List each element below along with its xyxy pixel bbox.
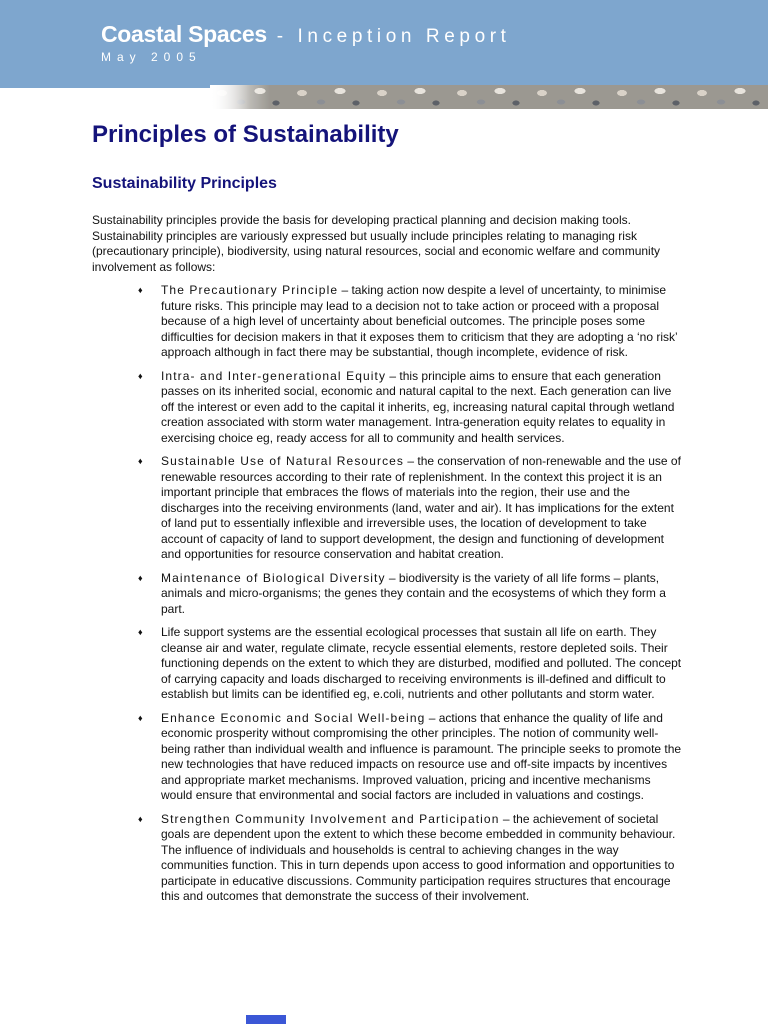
pebbles-banner-image bbox=[210, 85, 768, 109]
principle-term: Maintenance of Biological Diversity bbox=[161, 570, 386, 585]
diamond-bullet-icon: ♦ bbox=[138, 572, 143, 583]
report-title bbox=[101, 21, 511, 48]
principle-item bbox=[92, 812, 684, 905]
principle-term: Sustainable Use of Natural Resources bbox=[161, 454, 405, 468]
banner-fade bbox=[210, 85, 270, 109]
header-band bbox=[0, 0, 768, 88]
principle-text: – actions that enhance the quality of life and economic prosperity without compromising the other principles. The notion of community well-being rather than individual wealth and influence is paramount. The principle seeks to promote the new technologies that have reduced impacts on resource use and off-site impacts by incentives and appropriate market mechanisms. Improved valuation, pricing and incentive mechanisms would ensure that environmental and social factors are included in valuations and costings. bbox=[161, 710, 682, 802]
principle-text: – the achievement of societal goals are dependent upon the extent to which these become embedded in community behaviour. The influence of individuals and households is central to achieving changes in the way communities function. This in turn depends upon access to good information and opportunities to participate in educative discussions. Community participation requires structures that encourage this and outcomes that demonstrate the success of their involvement. bbox=[161, 811, 676, 903]
intro-paragraph: Sustainability principles provide the basis for developing practical planning and decision making tools. Sustainability principles are variously expressed but usually include principles relating to managing risk (precautionary principle), biodiversity, using natural resources, social and economic welfare and community involvement as follows: bbox=[92, 213, 661, 274]
principle-item bbox=[92, 369, 684, 447]
principles-list bbox=[92, 283, 684, 913]
principle-term: The Precautionary Principle bbox=[161, 283, 339, 297]
principle-item bbox=[92, 625, 684, 703]
principle-text: – biodiversity is the variety of all life forms – plants, animals and micro-organisms; the genes they contain and the ecosystems of which they form a part. bbox=[161, 570, 666, 616]
report-subtitle: - Inception Report bbox=[266, 26, 511, 47]
principle-text: – taking action now despite a level of uncertainty, to minimise future risks. This principle may lead to a decision not to take action or proceed with a proposal because of a high level of uncertainty about beneficial outcomes. The principle poses some difficulties for decision makers in that it exposes them to criticism that they are adopting a ‘no risk’ approach although in fact there may be substantial, though incomplete, evidence of risk. bbox=[161, 283, 678, 359]
principle-text: – this principle aims to ensure that each generation passes on its inherited social, economic and natural capital to the next. Each generation can live off the interest or even add to the capital it inherits, eg, increasing natural capital through wetland creation associated with storm water management. Intra-generation equity relates to equality in exercising choice eg, ready access for all to community and health services. bbox=[161, 368, 675, 445]
report-date: May 2005 bbox=[101, 50, 202, 64]
diamond-bullet-icon: ♦ bbox=[138, 285, 143, 295]
brand-name: Coastal Spaces bbox=[101, 21, 267, 47]
diamond-bullet-icon: ♦ bbox=[138, 627, 143, 637]
principle-item bbox=[92, 454, 684, 563]
footer-accent-bar bbox=[246, 1015, 286, 1024]
principle-term: Enhance Economic and Social Well-being bbox=[161, 710, 426, 725]
principle-term: Strengthen Community Involvement and Participation bbox=[161, 811, 500, 826]
diamond-bullet-icon: ♦ bbox=[138, 370, 143, 381]
diamond-bullet-icon: ♦ bbox=[138, 456, 143, 466]
principle-item bbox=[92, 711, 684, 804]
diamond-bullet-icon: ♦ bbox=[138, 813, 143, 824]
principle-text: – the conservation of non-renewable and the use of renewable resources according to their rate of replenishment. In the context this project it is an important principle that embraces the flows of materials into the region, their use and the discharges into the receiving environments (land, water and air). It has implications for the extent of land put to essentially inflexible and irreversible uses, the location of development to take account of capacity of land to support development, the design and functioning of development and opportunities for resource conservation and habitat creation. bbox=[161, 454, 681, 561]
diamond-bullet-icon: ♦ bbox=[138, 712, 143, 723]
principle-item bbox=[92, 571, 684, 618]
principle-term: Intra- and Inter-generational Equity bbox=[161, 368, 387, 383]
section-heading: Sustainability Principles bbox=[92, 175, 277, 192]
principle-item bbox=[92, 283, 684, 361]
page-title: Principles of Sustainability bbox=[92, 121, 399, 148]
principle-text: Life support systems are the essential ecological processes that sustain all life on earth. They cleanse air and water, regulate climate, recycle essential elements, restore depleted soils. Their functioning depends on the extent to which they are disturbed, modified and polluted. The concept of carrying capacity and loads discharged to receiving environments is ill-defined and difficult to establish but limits can be identified eg, e.coli, nutrients and other pollutants and storm water. bbox=[161, 625, 682, 701]
